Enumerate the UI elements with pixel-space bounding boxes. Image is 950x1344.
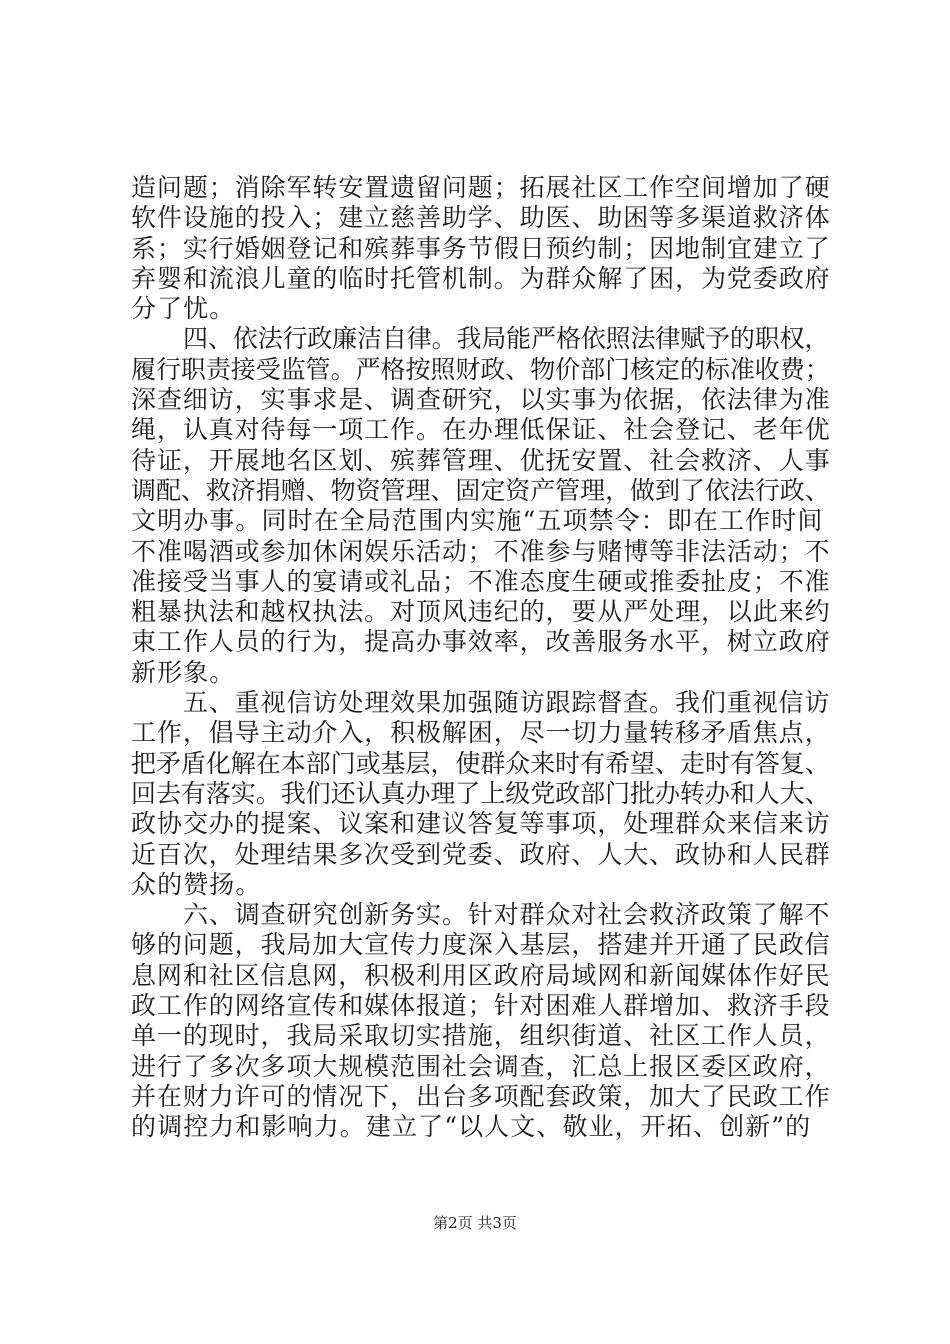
text-line: 新形象。 [131, 657, 236, 687]
text-line: 六、调查研究创新务实。针对群众对社会救济政策了解不 [183, 900, 831, 930]
text-line: 五、重视信访处理效果加强随访跟踪督查。我们重视信访 [183, 688, 831, 718]
text-line: 粗暴执法和越权执法。对顶风违纪的，要从严处理，以此来约 [131, 597, 831, 627]
text-line: 弃婴和流浪儿童的临时托管机制。为群众解了困，为党委政府 [131, 263, 831, 293]
text-line: 履行职责接受监管。严格按照财政、物价部门核定的标准收费； [131, 354, 830, 384]
text-line: 把矛盾化解在本部门或基层，使群众来时有希望、走时有答复、 [131, 748, 830, 778]
text-line: 进行了多次多项大规模范围社会调查，汇总上报区委区政府， [131, 1051, 831, 1081]
text-line: 待证，开展地名区划、殡葬管理、优抚安置、社会救济、人事 [131, 445, 831, 475]
text-line: 束工作人员的行为，提高办事效率，改善服务水平，树立政府 [131, 627, 831, 657]
text-line: 政工作的网络宣传和媒体报道；针对困难人群增加、救济手段 [131, 991, 831, 1021]
text-line: 软件设施的投入；建立慈善助学、助医、助困等多渠道救济体 [131, 203, 831, 233]
text-line: 文明办事。同时在全局范围内实施“五项禁令：即在工作时间 [131, 506, 824, 536]
text-line: 四、依法行政廉洁自律。我局能严格依照法律赋予的职权， [183, 324, 830, 354]
text-line: 深查细访，实事求是、调查研究，以实事为依据，依法律为准 [131, 385, 831, 415]
text-line: 近百次，处理结果多次受到党委、政府、人大、政协和人民群 [131, 839, 831, 869]
text-line: 工作，倡导主动介入，积极解困，尽一切力量转移矛盾焦点， [131, 718, 831, 748]
text-line: 单一的现时，我局采取切实措施，组织街道、社区工作人员， [131, 1021, 831, 1051]
text-line: 回去有落实。我们还认真办理了上级党政部门批办转办和人大、 [131, 778, 830, 808]
text-line: 并在财力许可的情况下，出台多项配套政策，加大了民政工作 [131, 1081, 831, 1111]
text-line: 众的赞扬。 [131, 869, 262, 899]
page-footer: 第2页 共3页 [433, 1214, 517, 1232]
text-line: 系；实行婚姻登记和殡葬事务节假日预约制；因地制宜建立了 [131, 233, 831, 263]
text-line: 的调控力和影响力。建立了“以人文、敬业，开拓、创新”的 [131, 1112, 812, 1142]
text-line: 不准喝酒或参加休闲娱乐活动；不准参与赌博等非法活动；不 [131, 536, 831, 566]
text-line: 准接受当事人的宴请或礼品；不准态度生硬或推委扯皮；不准 [131, 566, 831, 596]
text-line: 息网和社区信息网，积极利用区政府局域网和新闻媒体作好民 [131, 960, 831, 990]
text-line: 政协交办的提案、议案和建议答复等事项，处理群众来信来访 [131, 809, 831, 839]
text-line: 够的问题，我局加大宣传力度深入基层，搭建并开通了民政信 [131, 930, 831, 960]
text-line: 调配、救济捐赠、物资管理、固定资产管理，做到了依法行政、 [131, 475, 830, 505]
text-line: 分了忧。 [131, 294, 236, 324]
text-line: 造问题；消除军转安置遗留问题；拓展社区工作空间增加了硬 [131, 173, 831, 202]
text-line: 绳，认真对待每一项工作。在办理低保证、社会登记、老年优 [131, 415, 831, 445]
body-text [131, 173, 831, 1143]
